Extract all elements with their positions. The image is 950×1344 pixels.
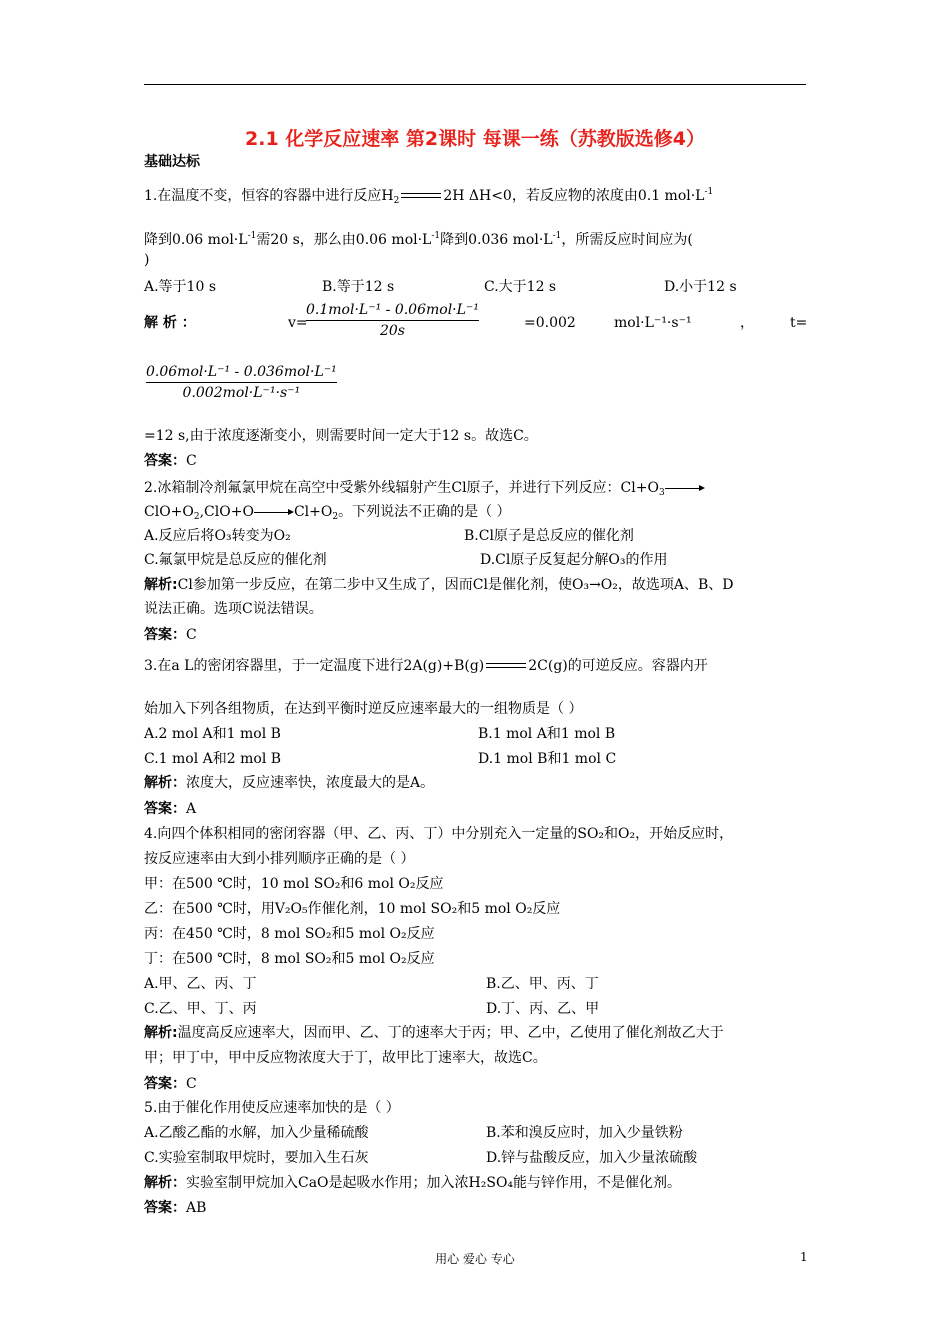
q4-line1: 4.向四个体积相同的密闭容器（甲、乙、丙、丁）中分别充入一定量的SO₂和O₂，开始反应时，: [144, 826, 734, 842]
q1-result2: =12 s,由于浓度逐渐变小，则需要时间一定大于12 s。故选C。: [144, 428, 538, 444]
q1-result1: =0.002: [524, 315, 576, 331]
q1-options: A.等于10 s B.等于12 s C.大于12 s D.小于12 s: [144, 279, 737, 295]
q4-answer: 答案：C: [144, 1076, 197, 1092]
q4-jiexi: 解析:温度高反应速率大，因而甲、乙、丁的速率大于丙；甲、乙中，乙使用了催化剂故乙大于: [144, 1025, 724, 1041]
q4-bing: 丙：在450 ℃时，8 mol SO₂和5 mol O₂反应: [144, 926, 435, 942]
q2-line2: $ClO+O_2,ClO+O$ $Cl+O_2$。下列说法不正确的是（ ）: [144, 504, 511, 522]
q4-line2: 按反应速率由大到小排列顺序正确的是（ ）: [144, 851, 415, 867]
q3-options-cd: C.1 mol A和2 mol B D.1 mol B和1 mol C: [144, 751, 617, 767]
q3-line2: 始加入下列各组物质，在达到平衡时逆反应速率最大的一组物质是（ ）: [144, 701, 583, 717]
q4-options-cd: C.乙、甲、丁、丙 D.丁、丙、乙、甲: [144, 1001, 600, 1017]
q4-jiexi2: 甲；甲丁中，甲中反应物浓度大于丁，故甲比丁速率大，故选C。: [144, 1050, 547, 1066]
section-heading: 基础达标: [144, 154, 200, 170]
q1-comma: ，: [740, 315, 754, 331]
q2-options-ab: A.反应后将O₃转变为O₂ B.Cl原子是总反应的催化剂: [144, 528, 634, 544]
page-title: 2.1 化学反应速率 第2课时 每课一练（苏教版选修4）: [245, 128, 705, 150]
q1-jiexi-label: 解 析 ：: [144, 315, 196, 331]
q4-ding: 丁：在500 ℃时，8 mol SO₂和5 mol O₂反应: [144, 951, 435, 967]
q5-answer: 答案：AB: [144, 1200, 207, 1216]
q5-jiexi: 解析：实验室制甲烷加入CaO是起吸水作用；加入浓H₂SO₄能与锌作用，不是催化剂。: [144, 1175, 682, 1191]
q3-answer: 答案：A: [144, 801, 197, 817]
q1-v: v=: [288, 315, 308, 331]
q1-line2: 降到0.06 $mol\cdot L^{-1}$需20 s，那么由0.06 $mol\cdot L^{-1}$降到0.036 $mol\cdot L^{-1}$，所需反应时间应为(: [144, 231, 693, 248]
q2-line1: 2.冰箱制冷剂氟氯甲烷在高空中受紫外线辐射产生Cl原子，并进行下列反应：$Cl+O_3$: [144, 479, 705, 502]
q3-options-ab: A.2 mol A和1 mol B B.1 mol A和1 mol B: [144, 726, 616, 742]
equilibrium-arrow-icon: [484, 661, 528, 671]
q5-line1: 5.由于催化作用使反应速率加快的是（ ）: [144, 1100, 400, 1116]
q1-t: t=: [790, 315, 808, 331]
q4-yi: 乙：在500 ℃时，用V₂O₅作催化剂，10 mol SO₂和5 mol O₂反应: [144, 901, 561, 917]
q1-line3: ): [144, 252, 150, 268]
q4-options-ab: A.甲、乙、丙、丁 B.乙、甲、丙、丁: [144, 976, 599, 992]
q1-answer: 答案：C: [144, 453, 197, 469]
page-number: 1: [800, 1250, 808, 1264]
q2-jiexi2: 说法正确。选项C说法错误。: [144, 601, 323, 617]
q1-line1: 1.在温度不变，恒容的容器中进行反应$H_2$ 2H ΔH<0，若反应物的浓度由0.1 $mol\cdot L^{-1}$: [144, 187, 714, 206]
q5-options-ab: A.乙酸乙酯的水解，加入少量稀硫酸 B.苯和溴反应时，加入少量铁粉: [144, 1125, 683, 1141]
q1-fraction1: 0.1mol·L⁻¹ - 0.06mol·L⁻¹ 20s: [306, 302, 479, 339]
q3-line1: 3.在a L的密闭容器里，于一定温度下进行2A(g)+B(g) 2C(g)的可逆反应。容器内开: [144, 658, 708, 674]
page-footer: 用心 爱心 专心: [435, 1252, 515, 1266]
q1-fraction2: 0.06mol·L⁻¹ - 0.036mol·L⁻¹ 0.002mol·L⁻¹·s⁻¹: [146, 364, 337, 401]
q2-options-cd: C.氟氯甲烷是总反应的催化剂 D.Cl原子反复起分解O₃的作用: [144, 552, 668, 568]
q1-unit1: mol·L⁻¹·s⁻¹: [614, 315, 692, 331]
reaction-arrow-icon: [254, 507, 294, 517]
q4-jia: 甲：在500 ℃时，10 mol SO₂和6 mol O₂反应: [144, 876, 444, 892]
q5-options-cd: C.实验室制取甲烷时，要加入生石灰 D.锌与盐酸反应，加入少量浓硫酸: [144, 1150, 698, 1166]
q2-answer: 答案：C: [144, 627, 197, 643]
reaction-arrow-icon: [665, 483, 705, 493]
header-rule: [144, 84, 806, 85]
equilibrium-arrow-icon: [399, 191, 443, 201]
q3-jiexi: 解析：浓度大，反应速率快，浓度最大的是A。: [144, 775, 435, 791]
q2-jiexi: 解析:Cl参加第一步反应，在第二步中又生成了，因而Cl是催化剂，使O₃→O₂，故选项A、B、D: [144, 577, 734, 593]
